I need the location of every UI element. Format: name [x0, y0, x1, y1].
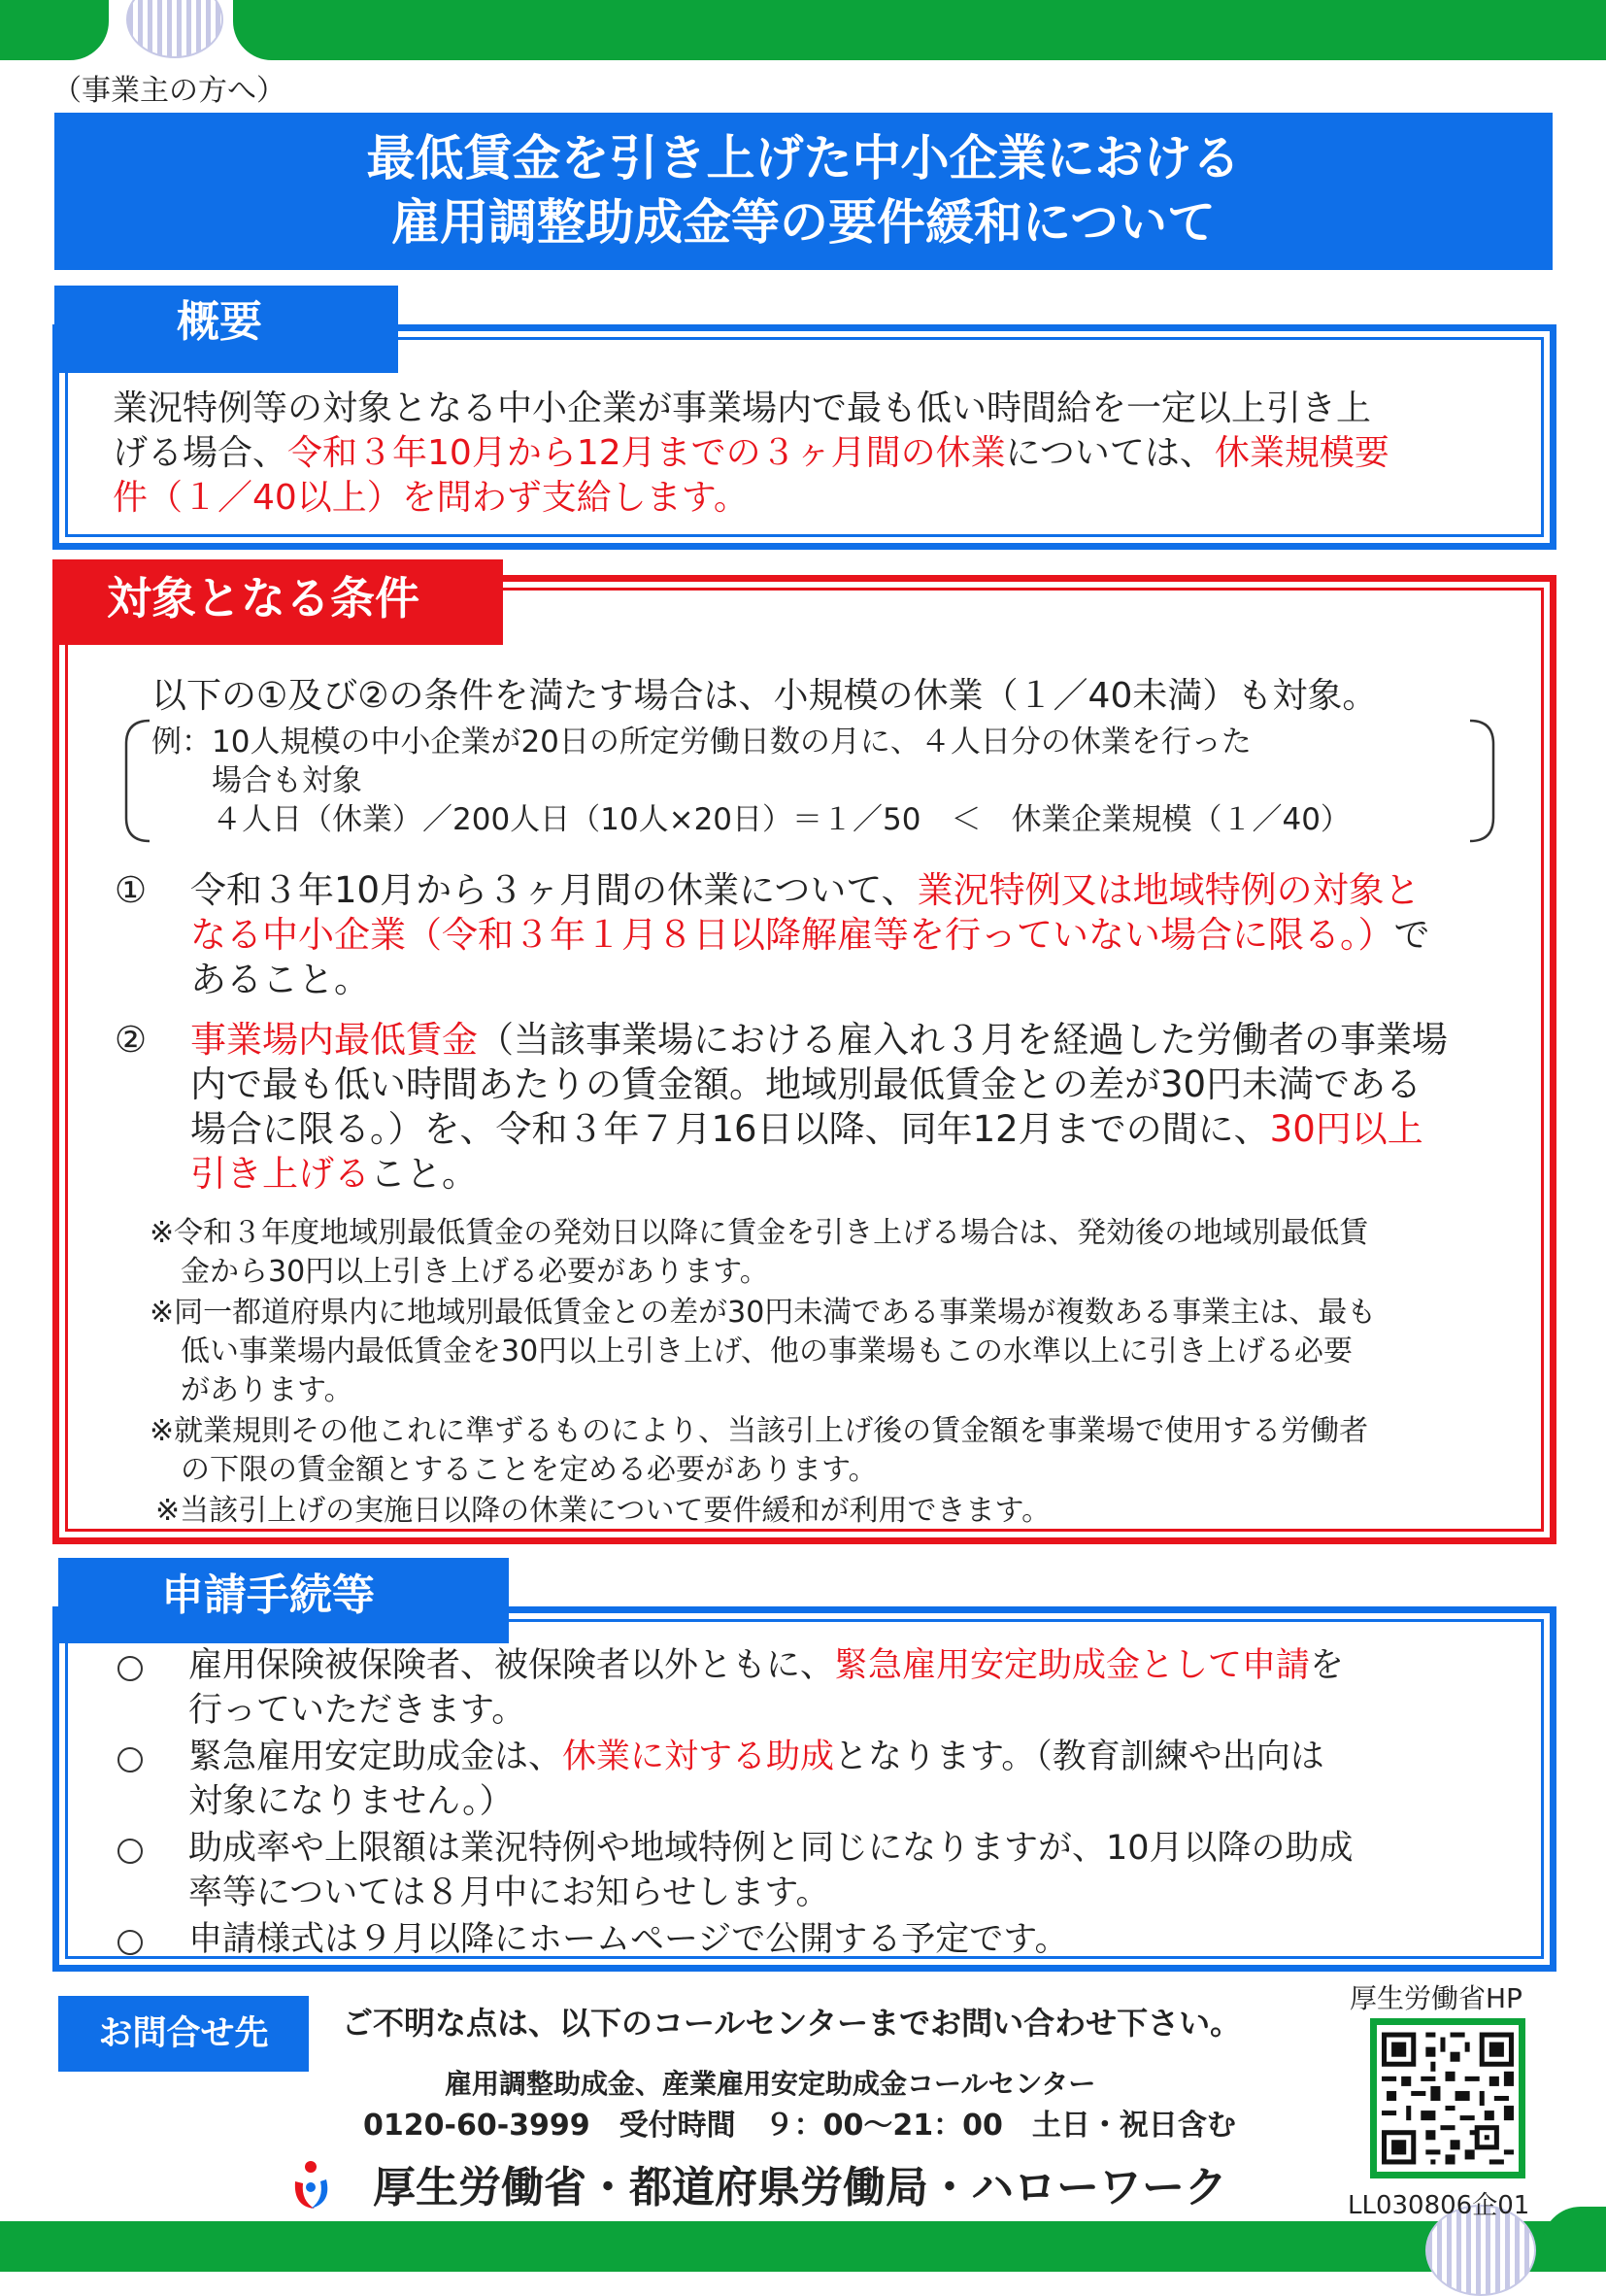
conditions-tab: 対象となる条件	[52, 559, 503, 645]
note-2: ※同一都道府県内に地域別最低賃金との差が30円未満である事業場が複数ある事業主は、最も 低い事業場内最低賃金を30円以上引き上げ、他の事業場もこの水準以上に引き上げる必要 があります。	[150, 1296, 1377, 1407]
ministry-logo-icon	[285, 2158, 336, 2212]
audience-label: （事業主の方へ）	[52, 74, 285, 108]
top-green-bar-right	[233, 0, 1606, 60]
call-center-phone: 0120-60-3999 受付時間 ９：00～21：00 土日・祝日含む	[363, 2109, 1236, 2143]
document-code: LL030806企01	[1348, 2191, 1530, 2220]
title-banner	[54, 113, 1553, 270]
qr-code-icon	[1377, 2025, 1519, 2172]
procedure-list	[188, 1643, 1548, 1962]
item-marker-1: ①	[115, 869, 148, 911]
note-3: ※就業規則その他これに準ずるものにより、当該引上げ後の賃金額を事業場で使用する労働者 の下限の賃金額とすることを定める必要があります。	[150, 1414, 1369, 1487]
item-marker-2: ②	[115, 1019, 148, 1061]
bullet-circle-icon	[117, 1839, 143, 1864]
procedure-item-2: 緊急雇用安定助成金は、休業に対する助成となります。（教育訓練や出向は 対象になりません。）	[188, 1738, 1324, 1821]
note-1: ※令和３年度地域別最低賃金の発効日以降に賃金を引き上げる場合は、発効後の地域別最低賃 金から30円以上引き上げる必要があります。	[150, 1216, 1369, 1289]
contact-badge: お問合せ先	[58, 1996, 309, 2072]
note-4: ※当該引上げの実施日以降の休業について要件緩和が利用できます。	[155, 1494, 1052, 1528]
bullet-circle-icon	[117, 1930, 143, 1955]
call-center-name: 雇用調整助成金、産業雇用安定助成金コールセンター	[445, 2068, 1096, 2100]
bullet-circle-icon	[117, 1656, 143, 1681]
top-green-bar-left	[0, 0, 109, 60]
overview-text: 業況特例等の対象となる中小企業が事業場内で最も低い時間給を一定以上引き上 げる場合、令和３年10月から12月までの３ヶ月間の休業については、休業規模要 件（１／40以上）を問わず支給します。	[113, 388, 1389, 518]
top-stripe-decoration	[126, 0, 223, 58]
conditions-intro: 以下の①及び②の条件を満たす場合は、小規模の休業（１／40未満）も対象。	[151, 676, 1378, 716]
procedure-item-4: 申請様式は９月以降にホームページで公開する予定です。	[188, 1920, 1069, 1959]
procedure-item-3: 助成率や上限額は業況特例や地域特例と同じになりますが、10月以降の助成 率等については８月中にお知らせします。	[188, 1829, 1354, 1912]
procedure-tab: 申請手続等	[58, 1558, 509, 1643]
example-text: 例：10人規模の中小企業が20日の所定労働日数の月に、４人日分の休業を行った 場合も対象 ４人日（休業）／200人日（10人×20日）＝１／50 ＜ 休業企業規模（１／40）	[151, 725, 1351, 837]
bottom-green-cap	[1542, 2207, 1606, 2272]
conditions-notes	[150, 1214, 1528, 1531]
title-line-2: 雇用調整助成金等の要件緩和について	[391, 194, 1216, 251]
procedure-item-1: 雇用保険被保険者、被保険者以外ともに、緊急雇用安定助成金として申請を 行っていただきます。	[188, 1646, 1345, 1730]
overview-tab: 概要	[54, 286, 398, 373]
bottom-green-bar	[0, 2221, 1606, 2272]
bullet-circle-icon	[117, 1747, 143, 1773]
contact-lead: ご不明な点は、以下のコールセンターまでお問い合わせ下さい。	[342, 2005, 1242, 2042]
title-line-1: 最低賃金を引き上げた中小企業における	[366, 130, 1241, 186]
organization-name: 厚生労働省・都道府県労働局・ハローワーク	[373, 2163, 1227, 2212]
qr-label: 厚生労働省HP	[1350, 1982, 1522, 2014]
qr-code[interactable]	[1370, 2018, 1525, 2178]
